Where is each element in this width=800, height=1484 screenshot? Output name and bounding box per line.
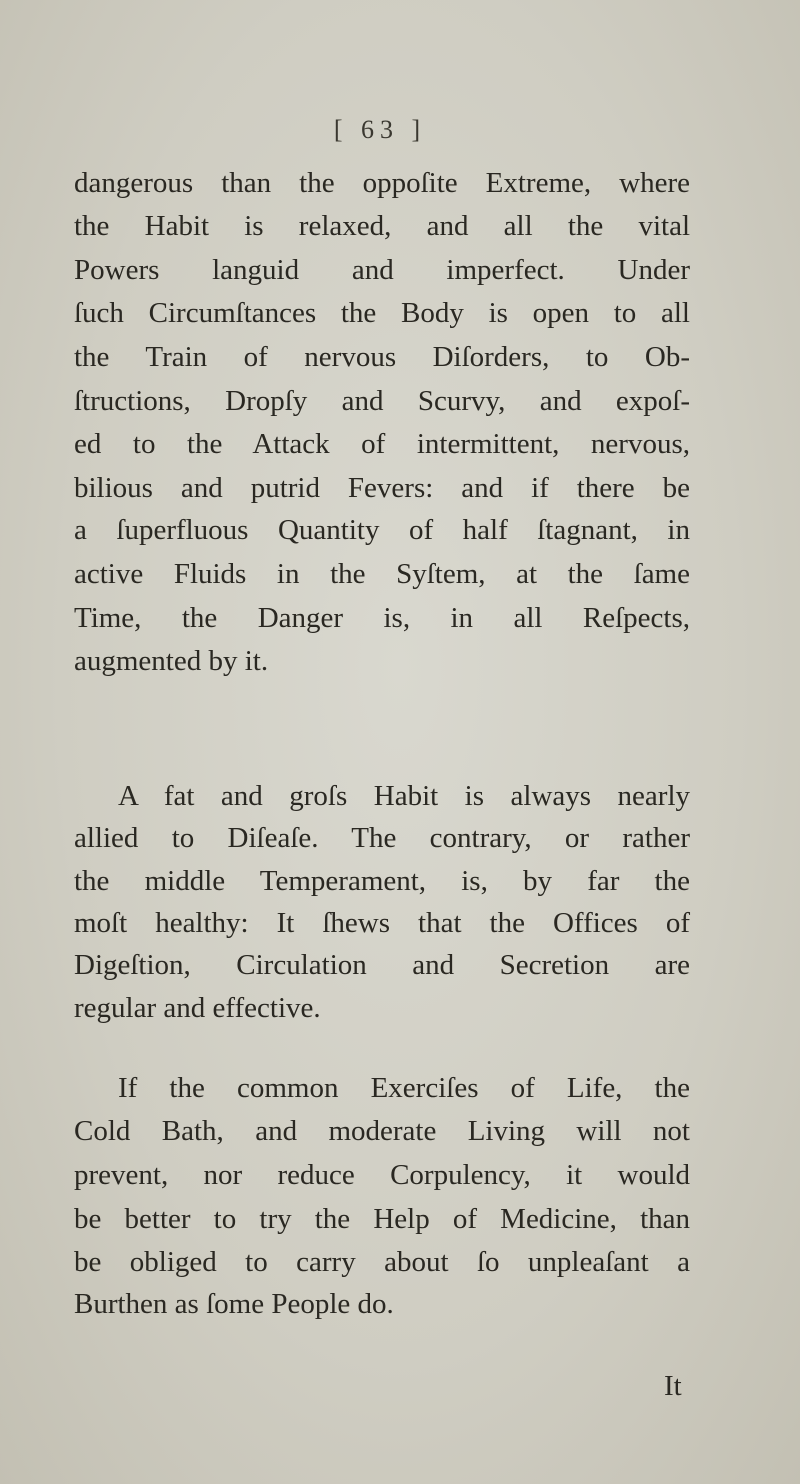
text-line: ed to the Attack of intermittent, nervous, — [74, 428, 690, 460]
page-number: [ 63 ] — [333, 115, 427, 144]
text-line: be better to try the Help of Medicine, than — [74, 1203, 690, 1235]
text-line: allied to Diſeaſe. The contrary, or rather — [74, 822, 690, 854]
text-line: regular and effective. — [74, 992, 321, 1024]
text-line: a ſuperfluous Quantity of half ſtagnant, in — [74, 514, 690, 546]
text-line: A fat and groſs Habit is always nearly — [118, 780, 690, 812]
text-line: be obliged to carry about ſo unpleaſant a — [74, 1246, 690, 1278]
text-line: dangerous than the oppoſite Extreme, where — [74, 167, 690, 199]
text-line: the middle Temperament, is, by far the — [74, 865, 690, 897]
text-line: Digeſtion, Circulation and Secretion are — [74, 949, 690, 981]
catchword: It — [664, 1370, 682, 1402]
text-line: Time, the Danger is, in all Reſpects, — [74, 602, 690, 634]
text-line: Burthen as ſome People do. — [74, 1288, 394, 1320]
text-line: active Fluids in the Syſtem, at the ſame — [74, 558, 690, 590]
text-line: moſt healthy: It ſhews that the Offices of — [74, 907, 690, 939]
text-line: ſuch Circumſtances the Body is open to all — [74, 297, 690, 329]
text-line: Powers languid and imperfect. Under — [74, 254, 690, 286]
text-line: the Train of nervous Diſorders, to Ob- — [74, 341, 690, 373]
text-line: ſtructions, Dropſy and Scurvy, and expoſ- — [74, 385, 690, 417]
text-line: Cold Bath, and moderate Living will not — [74, 1115, 690, 1147]
text-line: augmented by it. — [74, 645, 269, 677]
text-line: If the common Exerciſes of Life, the — [118, 1072, 690, 1104]
text-line: the Habit is relaxed, and all the vital — [74, 210, 690, 242]
text-line: prevent, nor reduce Corpulency, it would — [74, 1159, 690, 1191]
text-line: bilious and putrid Fevers: and if there be — [74, 472, 690, 504]
